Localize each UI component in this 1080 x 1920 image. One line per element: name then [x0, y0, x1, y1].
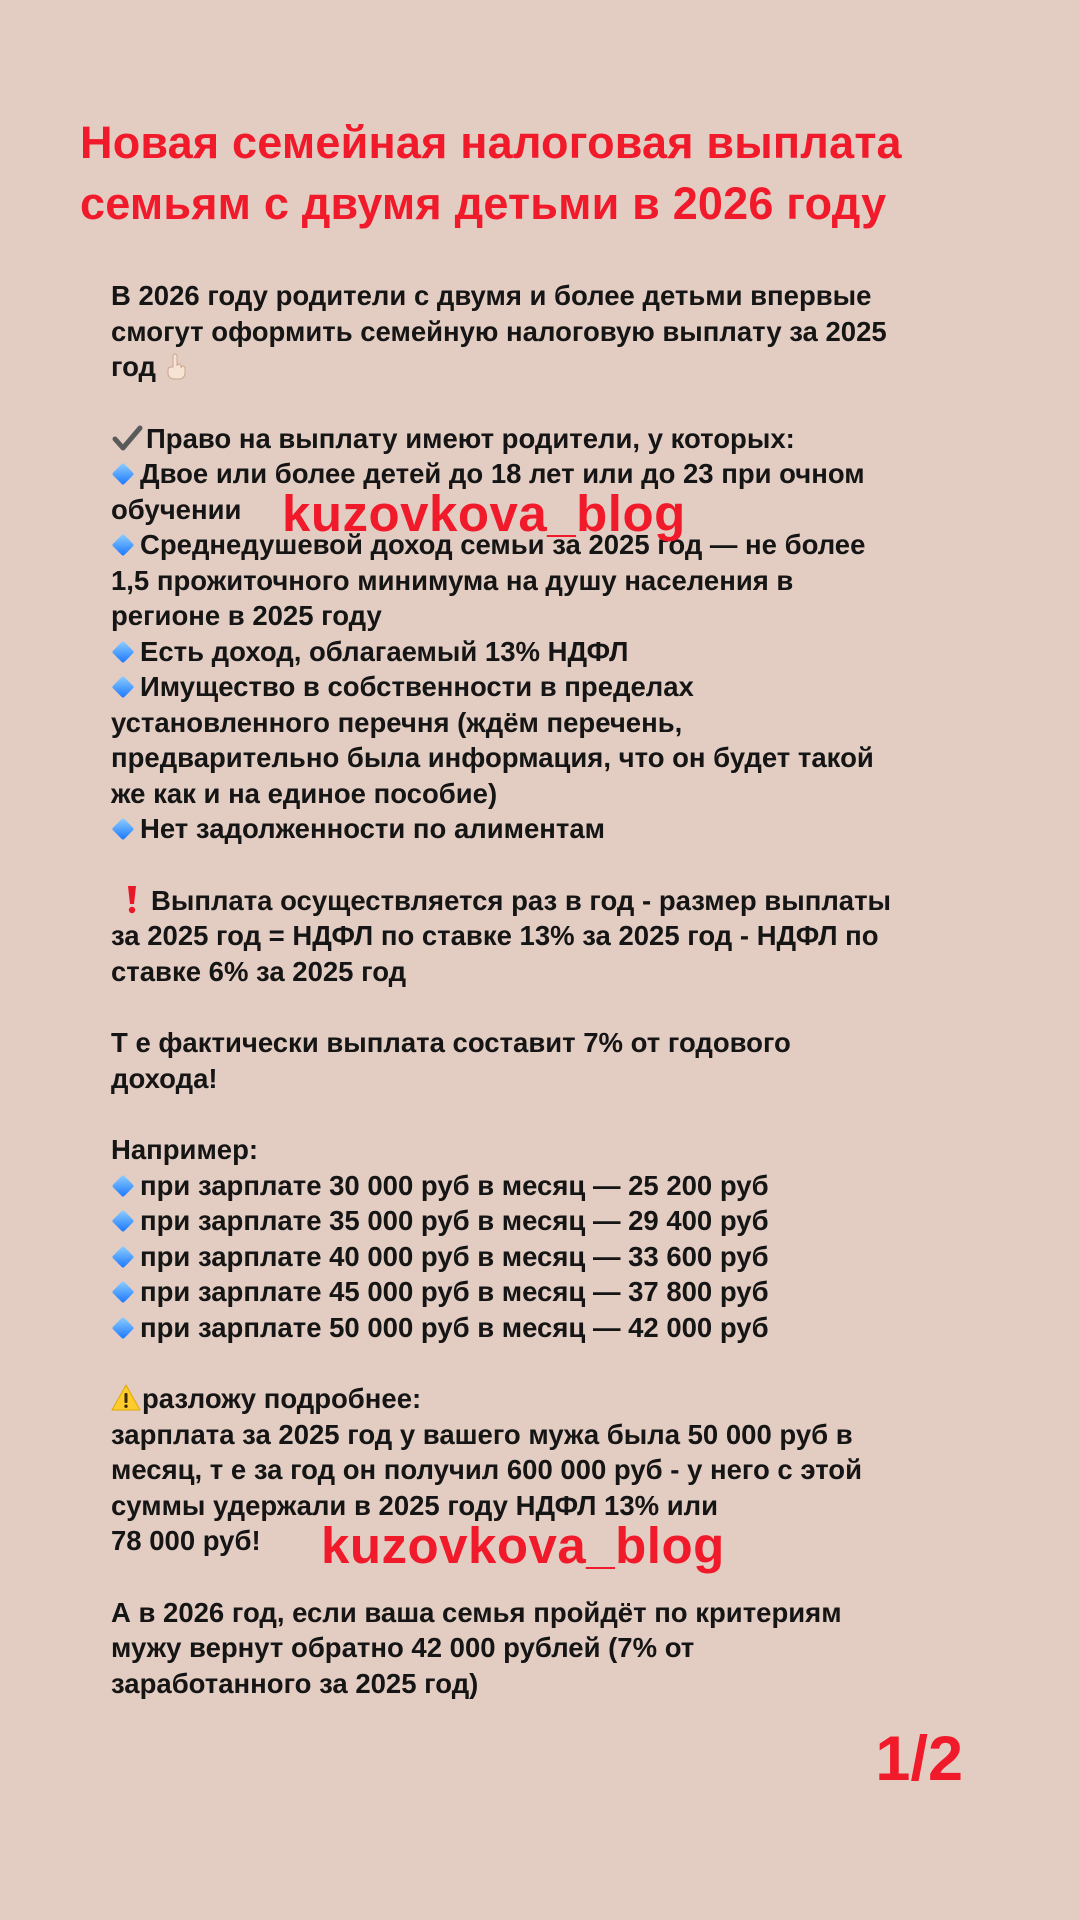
eligibility-item-continued: предварительно была информация, что он будет такой — [111, 742, 874, 773]
details-line: месяц, т е за год он получил 600 000 руб - у него с этой — [111, 1454, 862, 1485]
title-line: Новая семейная налоговая выплата — [80, 117, 902, 168]
eligibility-item-continued: обучении — [111, 493, 242, 525]
warning-icon — [111, 1383, 141, 1413]
watermark: kuzovkova_blog — [321, 1517, 725, 1574]
eligibility-item-continued: же как и на единое пособие) — [111, 777, 498, 809]
details-heading: разложу подробнее: — [111, 1381, 991, 1417]
eligibility-item: Нет задолженности по алиментам — [111, 811, 991, 847]
hand-pointing-down-icon — [162, 353, 190, 381]
blue-diamond-icon — [112, 640, 135, 663]
blue-diamond-icon — [112, 1316, 135, 1339]
payment-line: за 2025 год = НДФЛ по ставке 13% за 2025 год - НДФЛ по — [111, 920, 879, 951]
blue-diamond-icon — [112, 1281, 135, 1304]
watermark: kuzovkova_blog — [282, 485, 686, 542]
intro-line: В 2026 году родители с двумя и более детьми впервые — [111, 280, 872, 311]
eligibility-item-continued: регионе в 2025 году — [111, 600, 382, 631]
conclusion-section — [111, 1595, 991, 1702]
intro-section — [111, 278, 991, 385]
conclusion-line: мужу вернут обратно 42 000 рублей (7% от — [111, 1632, 695, 1663]
summary-line: Т е фактически выплата составит 7% от годового — [111, 1027, 791, 1058]
blue-diamond-icon — [112, 463, 135, 486]
details-line: суммы удержали в 2025 году НДФЛ 13% или — [111, 1489, 719, 1521]
title-line: семьям с двумя детьми в 2026 году — [80, 178, 887, 229]
conclusion-line: А в 2026 год, если ваша семья пройдёт по критериям — [111, 1596, 842, 1628]
summary-section — [111, 1025, 991, 1096]
summary-line: дохода! — [111, 1062, 218, 1094]
details-line: 78 000 руб! — [111, 1525, 261, 1556]
red-exclamation-icon — [123, 884, 141, 914]
eligibility-item: Имущество в собственности в пределах — [111, 669, 991, 705]
eligibility-item: Среднедушевой доход семьи за 2025 год — не более — [111, 527, 991, 563]
example-item: при зарплате 30 000 руб в месяц — 25 200 руб — [111, 1168, 991, 1204]
conclusion-line: заработанного за 2025 год) — [111, 1667, 479, 1699]
eligibility-item-continued: установленного перечня (ждём перечень, — [111, 706, 683, 738]
blue-diamond-icon — [112, 1174, 135, 1197]
eligibility-item: Есть доход, облагаемый 13% НДФЛ — [111, 634, 991, 670]
examples-heading: Например: — [111, 1134, 259, 1165]
payment-line: Выплата осуществляется раз в год - размер выплаты — [111, 883, 991, 919]
eligibility-item: Двое или более детей до 18 лет или до 23 при очном — [111, 456, 991, 492]
blue-diamond-icon — [112, 818, 135, 841]
blue-diamond-icon — [112, 534, 135, 557]
example-item: при зарплате 40 000 руб в месяц — 33 600 руб — [111, 1239, 991, 1275]
example-item: при зарплате 45 000 руб в месяц — 37 800 руб — [111, 1274, 991, 1310]
page-title — [80, 112, 1020, 234]
eligibility-item-continued: 1,5 прожиточного минимума на душу населения в — [111, 564, 794, 596]
payment-line: ставке 6% за 2025 год — [111, 955, 407, 987]
check-mark-icon — [111, 424, 144, 452]
examples-section — [111, 1132, 991, 1345]
example-item: при зарплате 50 000 руб в месяц — 42 000 руб — [111, 1310, 991, 1346]
intro-line: год — [111, 349, 991, 385]
page-indicator: 1/2 — [875, 1724, 963, 1794]
details-line: зарплата за 2025 год у вашего мужа была 50 000 руб в — [111, 1418, 853, 1450]
eligibility-heading: Право на выплату имеют родители, у которых: — [111, 421, 991, 457]
blue-diamond-icon — [112, 1245, 135, 1268]
example-item: при зарплате 35 000 руб в месяц — 29 400 руб — [111, 1203, 991, 1239]
blue-diamond-icon — [112, 1210, 135, 1233]
payment-section — [111, 883, 991, 990]
blue-diamond-icon — [112, 676, 135, 699]
intro-line: смогут оформить семейную налоговую выплату за 2025 — [111, 315, 887, 347]
